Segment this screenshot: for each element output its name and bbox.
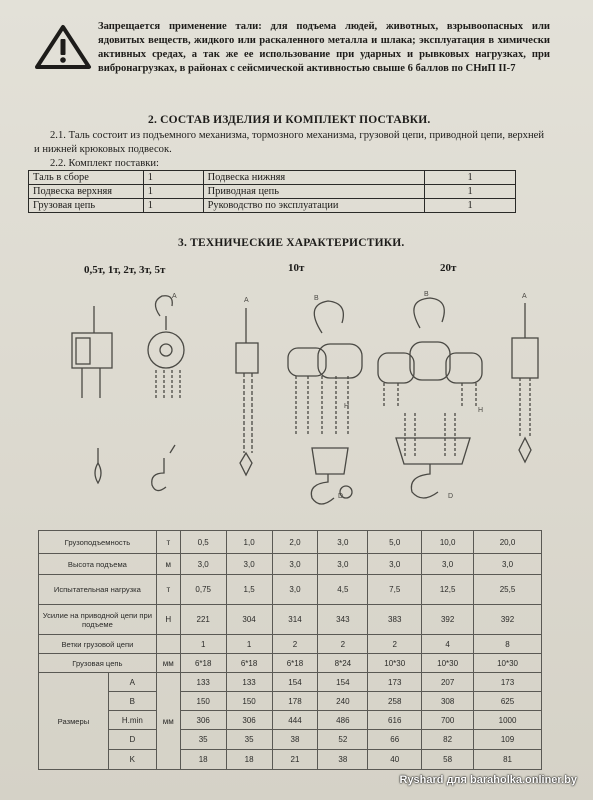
spec-value: 0,5	[180, 531, 226, 554]
spec-value: 625	[474, 692, 542, 711]
spec-value: 700	[422, 711, 474, 730]
spec-value: 173	[474, 673, 542, 692]
kit-item: Подвеска нижняя	[203, 171, 425, 185]
spec-value: 3,0	[422, 554, 474, 575]
dim-key: B	[108, 692, 156, 711]
dim-letter: B	[424, 291, 429, 298]
spec-unit: м	[156, 554, 180, 575]
spec-value: 308	[422, 692, 474, 711]
spec-value: 0,75	[180, 575, 226, 605]
spec-value: 10*30	[474, 654, 542, 673]
dim-letter: D	[448, 493, 454, 500]
table-row	[39, 750, 542, 770]
spec-value: 10*30	[368, 654, 422, 673]
spec-value: 3,0	[180, 554, 226, 575]
spec-value: 4,5	[318, 575, 368, 605]
dims-label: Размеры	[39, 673, 109, 770]
spec-value: 6*18	[272, 654, 318, 673]
spec-value: 3,0	[368, 554, 422, 575]
dim-letter: D	[338, 493, 344, 500]
dim-key: K	[108, 750, 156, 770]
dim-letter: B	[314, 295, 319, 302]
spec-value: 306	[226, 711, 272, 730]
spec-label: Грузовая цепь	[39, 654, 157, 673]
spec-unit: Н	[156, 605, 180, 635]
kit-qty: 1	[143, 199, 203, 213]
spec-value: 383	[368, 605, 422, 635]
spec-value: 35	[180, 730, 226, 750]
table-row	[39, 654, 542, 673]
spec-value: 207	[422, 673, 474, 692]
table-row	[29, 199, 516, 213]
kit-item: Грузовая цепь	[29, 199, 144, 213]
drawing-letters	[60, 288, 560, 518]
table-row	[39, 711, 542, 730]
spec-value: 486	[318, 711, 368, 730]
spec-value: 154	[318, 673, 368, 692]
spec-value: 3,0	[474, 554, 542, 575]
spec-label: Грузоподъемность	[39, 531, 157, 554]
spec-value: 35	[226, 730, 272, 750]
spec-value: 10,0	[422, 531, 474, 554]
spec-value: 18	[226, 750, 272, 770]
dim-key: A	[108, 673, 156, 692]
spec-value: 444	[272, 711, 318, 730]
spec-value: 4	[422, 635, 474, 654]
spec-value: 10*30	[422, 654, 474, 673]
spec-value: 2	[368, 635, 422, 654]
spec-value: 133	[226, 673, 272, 692]
dim-letter: H	[478, 407, 484, 414]
table-row	[39, 605, 542, 635]
table-row	[39, 692, 542, 711]
spec-value: 7,5	[368, 575, 422, 605]
spec-value: 154	[272, 673, 318, 692]
spec-value: 40	[368, 750, 422, 770]
watermark: Ryshard для baraholka.onliner.by	[399, 774, 577, 786]
kit-qty: 1	[425, 171, 516, 185]
spec-value: 20,0	[474, 531, 542, 554]
spec-value: 82	[422, 730, 474, 750]
spec-value: 3,0	[272, 554, 318, 575]
spec-value: 306	[180, 711, 226, 730]
spec-value: 2	[318, 635, 368, 654]
dim-letter: A	[522, 293, 527, 300]
spec-value: 3,0	[318, 554, 368, 575]
caption-20t: 20т	[440, 262, 457, 274]
spec-value: 1	[180, 635, 226, 654]
spec-unit: т	[156, 575, 180, 605]
spec-value: 3,0	[318, 531, 368, 554]
caption-10t: 10т	[288, 262, 305, 274]
spec-value: 392	[474, 605, 542, 635]
spec-value: 109	[474, 730, 542, 750]
kit-item: Таль в сборе	[29, 171, 144, 185]
spec-value: 38	[318, 750, 368, 770]
dim-letter: A	[172, 293, 177, 300]
spec-value: 3,0	[272, 575, 318, 605]
spec-value: 240	[318, 692, 368, 711]
spec-value: 616	[368, 711, 422, 730]
table-row	[39, 730, 542, 750]
table-row	[29, 171, 516, 185]
spec-value: 38	[272, 730, 318, 750]
spec-value: 150	[180, 692, 226, 711]
spec-value: 1	[226, 635, 272, 654]
spec-value: 6*18	[226, 654, 272, 673]
spec-value: 66	[368, 730, 422, 750]
section-2-title: 2. СОСТАВ ИЗДЕЛИЯ И КОМПЛЕКТ ПОСТАВКИ.	[148, 114, 431, 126]
table-row	[39, 531, 542, 554]
paragraph-2-2: 2.2. Комплект поставки:	[50, 158, 159, 169]
spec-value: 8*24	[318, 654, 368, 673]
spec-label: Усилие на приводной цепи при подъеме	[39, 605, 157, 635]
spec-value: 2,0	[272, 531, 318, 554]
spec-value: 52	[318, 730, 368, 750]
kit-item: Подвеска верхняя	[29, 185, 144, 199]
spec-value: 173	[368, 673, 422, 692]
spec-value: 258	[368, 692, 422, 711]
dim-letter: A	[244, 297, 249, 304]
kit-qty: 1	[143, 185, 203, 199]
dim-key: H.min	[108, 711, 156, 730]
spec-value: 150	[226, 692, 272, 711]
spec-unit: мм	[156, 654, 180, 673]
warning-text: Запрещается применение тали: для подъема людей, животных, взрывоопасных или ядовитых веществ, жидкого или раскаленного металла и шлака; эксплуатация в химически активных средах, а так же ее использование при ударных и рывковых нагрузках, при вибронагрузках, в районах с сейсмической активностью свыше 6 баллов по СНиП II-7	[98, 21, 550, 74]
dims-unit: мм	[156, 673, 180, 770]
paragraph-2-1: 2.1. Таль состоит из подъемного механизма, тормозного механизма, грузовой цепи, приводной цепи, верхней и нижней крюковых подвесок.	[34, 130, 544, 155]
dim-key: D	[108, 730, 156, 750]
spec-value: 21	[272, 750, 318, 770]
spec-label: Ветки грузовой цепи	[39, 635, 157, 654]
spec-label: Высота подъема	[39, 554, 157, 575]
table-row	[39, 575, 542, 605]
spec-value: 178	[272, 692, 318, 711]
spec-value: 6*18	[180, 654, 226, 673]
spec-value: 304	[226, 605, 272, 635]
spec-value: 8	[474, 635, 542, 654]
spec-value: 1,0	[226, 531, 272, 554]
spec-value: 12,5	[422, 575, 474, 605]
spec-value: 81	[474, 750, 542, 770]
spec-value: 18	[180, 750, 226, 770]
spec-value: 25,5	[474, 575, 542, 605]
table-row	[39, 554, 542, 575]
spec-value: 58	[422, 750, 474, 770]
spec-value: 392	[422, 605, 474, 635]
table-row	[39, 635, 542, 654]
spec-value: 133	[180, 673, 226, 692]
spec-label: Испытательная нагрузка	[39, 575, 157, 605]
spec-value: 343	[318, 605, 368, 635]
kit-item: Руководство по эксплуатации	[203, 199, 425, 213]
kit-qty: 1	[143, 171, 203, 185]
spec-value: 5,0	[368, 531, 422, 554]
kit-item: Приводная цепь	[203, 185, 425, 199]
spec-value: 3,0	[226, 554, 272, 575]
warning-triangle-icon	[34, 24, 92, 70]
dim-letter: H	[344, 403, 350, 410]
kit-qty: 1	[425, 199, 516, 213]
spec-value: 2	[272, 635, 318, 654]
spec-unit: т	[156, 531, 180, 554]
section-3-title: 3. ТЕХНИЧЕСКИЕ ХАРАКТЕРИСТИКИ.	[178, 237, 405, 249]
spec-value: 314	[272, 605, 318, 635]
table-row	[29, 185, 516, 199]
kit-table	[28, 170, 516, 213]
spec-value: 1,5	[226, 575, 272, 605]
specs-table	[38, 530, 542, 770]
kit-qty: 1	[425, 185, 516, 199]
spec-value: 221	[180, 605, 226, 635]
spec-value: 1000	[474, 711, 542, 730]
spec-unit	[156, 635, 180, 654]
table-row	[39, 673, 542, 692]
caption-small-hoists: 0,5т, 1т, 2т, 3т, 5т	[84, 264, 166, 276]
